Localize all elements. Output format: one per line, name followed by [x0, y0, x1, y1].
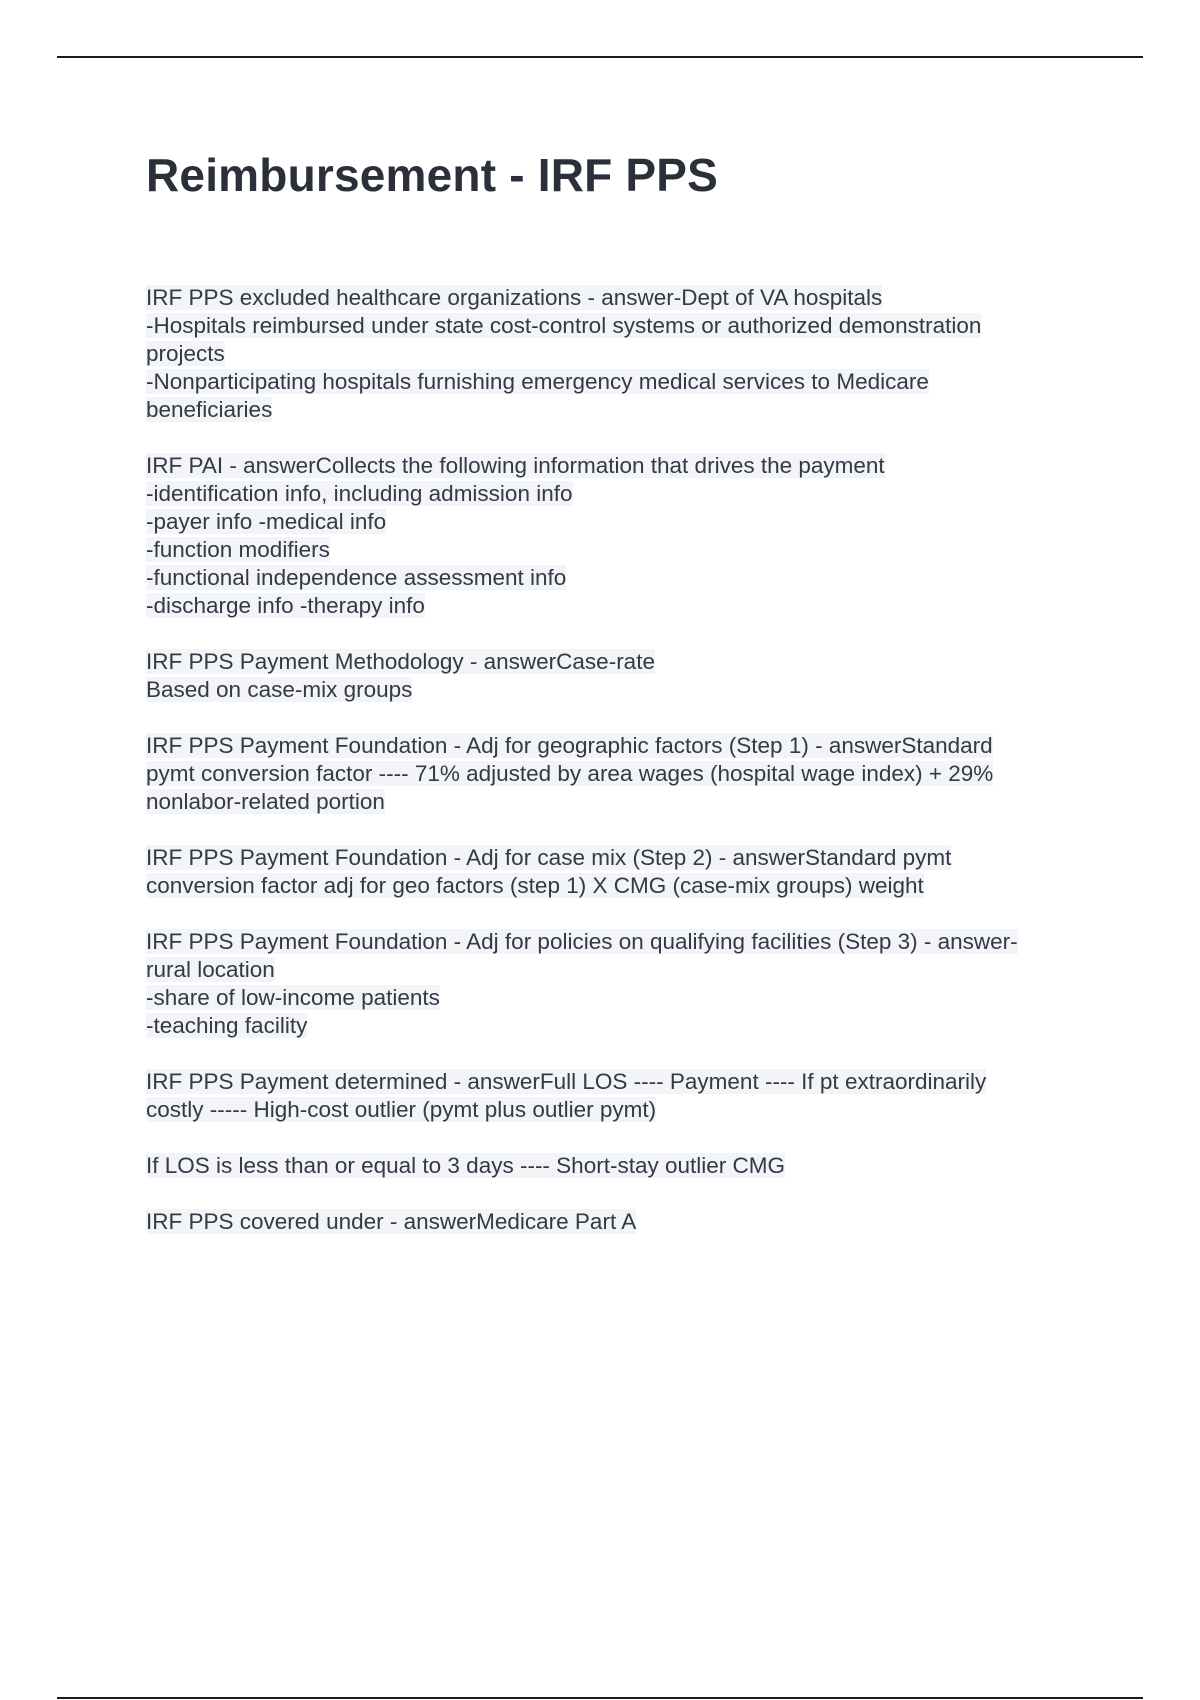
- entry-line-text: rural location: [146, 957, 275, 982]
- entry-line-text: -Hospitals reimbursed under state cost-control systems or authorized demonstration: [146, 313, 982, 338]
- entry-line-text: IRF PAI - answerCollects the following information that drives the payment: [146, 453, 885, 478]
- entry-line: [146, 648, 1106, 676]
- flashcard-entry: [146, 1152, 1106, 1180]
- entry-line-text: -function modifiers: [146, 537, 330, 562]
- entry-line: [146, 592, 1106, 620]
- flashcard-entry: [146, 732, 1106, 816]
- entry-line: [146, 788, 1106, 816]
- entry-line-text: IRF PPS Payment Foundation - Adj for case mix (Step 2) - answerStandard pymt: [146, 845, 952, 870]
- entry-line: [146, 956, 1106, 984]
- entry-line: [146, 452, 1106, 480]
- entry-line-text: conversion factor adj for geo factors (step 1) X CMG (case-mix groups) weight: [146, 873, 924, 898]
- entry-line-text: -Nonparticipating hospitals furnishing emergency medical services to Medicare: [146, 369, 929, 394]
- entry-line-text: -discharge info -therapy info: [146, 593, 425, 618]
- entry-line: [146, 284, 1106, 312]
- entry-line-text: Based on case-mix groups: [146, 677, 413, 702]
- entry-line-text: IRF PPS excluded healthcare organizations - answer-Dept of VA hospitals: [146, 285, 883, 310]
- entry-line-text: projects: [146, 341, 225, 366]
- entry-line: [146, 368, 1106, 396]
- entry-line: [146, 396, 1106, 424]
- entry-line-text: IRF PPS Payment Methodology - answerCase-rate: [146, 649, 655, 674]
- entry-line-text: -teaching facility: [146, 1013, 308, 1038]
- entry-line-text: -share of low-income patients: [146, 985, 440, 1010]
- entry-line: [146, 872, 1106, 900]
- flashcard-entry: [146, 844, 1106, 900]
- entry-line: [146, 928, 1106, 956]
- entry-line: [146, 676, 1106, 704]
- entry-line: [146, 1208, 1106, 1236]
- flashcard-entry: [146, 284, 1106, 424]
- entry-line-text: IRF PPS Payment determined - answerFull LOS ---- Payment ---- If pt extraordinarily: [146, 1069, 987, 1094]
- document-title: Reimbursement - IRF PPS: [146, 149, 719, 201]
- entry-line-text: nonlabor-related portion: [146, 789, 385, 814]
- entry-line: [146, 1152, 1106, 1180]
- entry-line-text: costly ----- High-cost outlier (pymt plus outlier pymt): [146, 1097, 657, 1122]
- flashcard-entry: [146, 648, 1106, 704]
- entry-line-text: pymt conversion factor ---- 71% adjusted by area wages (hospital wage index) + 29%: [146, 761, 994, 786]
- entry-line: [146, 1012, 1106, 1040]
- entry-line-text: -identification info, including admission info: [146, 481, 573, 506]
- entry-line: [146, 844, 1106, 872]
- entry-line-text: -functional independence assessment info: [146, 565, 567, 590]
- bottom-rule: [57, 1697, 1143, 1699]
- entry-line-text: IRF PPS Payment Foundation - Adj for geographic factors (Step 1) - answerStandard: [146, 733, 993, 758]
- entry-line: [146, 564, 1106, 592]
- entry-line-text: -payer info -medical info: [146, 509, 387, 534]
- entry-line: [146, 340, 1106, 368]
- entry-line-text: beneficiaries: [146, 397, 273, 422]
- flashcard-entry: [146, 928, 1106, 1040]
- entry-line-text: If LOS is less than or equal to 3 days ---- Short-stay outlier CMG: [146, 1153, 785, 1178]
- flashcard-entry: [146, 452, 1106, 620]
- entry-line: [146, 536, 1106, 564]
- entry-line: [146, 732, 1106, 760]
- entry-line: [146, 480, 1106, 508]
- entry-line-text: IRF PPS Payment Foundation - Adj for policies on qualifying facilities (Step 3) - answer-: [146, 929, 1018, 954]
- flashcard-entry: [146, 1208, 1106, 1236]
- flashcard-entry: [146, 1068, 1106, 1124]
- flashcard-list: [146, 284, 1106, 1264]
- entry-line: [146, 1068, 1106, 1096]
- top-rule: [57, 56, 1143, 58]
- entry-line-text: IRF PPS covered under - answerMedicare Part A: [146, 1209, 637, 1234]
- entry-line: [146, 984, 1106, 1012]
- entry-line: [146, 760, 1106, 788]
- entry-line: [146, 508, 1106, 536]
- entry-line: [146, 312, 1106, 340]
- entry-line: [146, 1096, 1106, 1124]
